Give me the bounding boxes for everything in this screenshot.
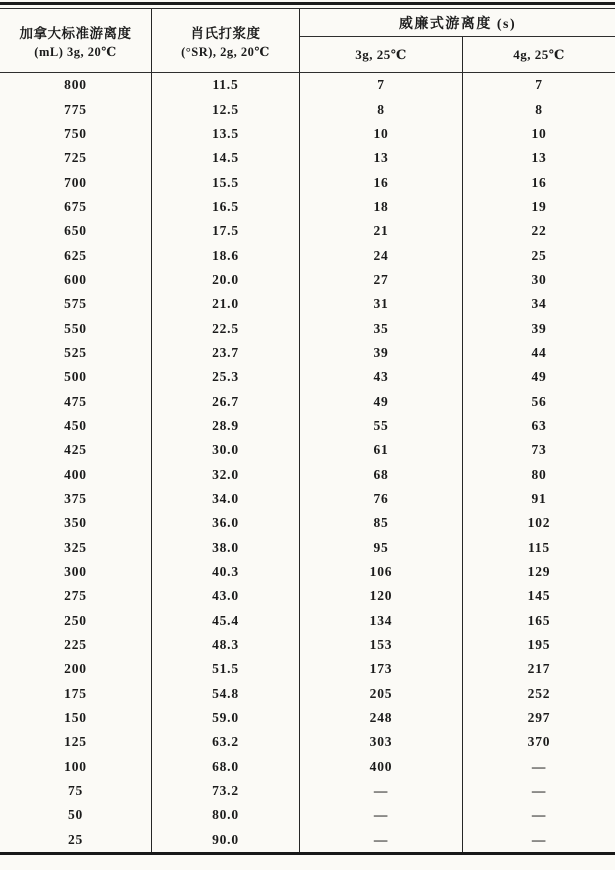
table-cell: 26.7 — [152, 389, 300, 413]
table-row — [0, 414, 615, 438]
table-cell: 120 — [300, 584, 463, 608]
table-row — [0, 584, 615, 608]
table-cell: 8 — [300, 97, 463, 121]
table-cell: 525 — [0, 341, 152, 365]
header-williams-3g: 3g, 25℃ — [300, 37, 463, 72]
table-row — [0, 243, 615, 267]
table-cell: 14.5 — [152, 146, 300, 170]
table-row — [0, 487, 615, 511]
header-williams-4g: 4g, 25℃ — [513, 46, 565, 62]
table-row — [0, 219, 615, 243]
table-cell: 16.5 — [152, 195, 300, 219]
table-cell: 134 — [300, 609, 463, 633]
table-cell: 150 — [0, 706, 152, 730]
table-cell: 250 — [0, 609, 152, 633]
table-cell: 775 — [0, 97, 152, 121]
table-cell: 85 — [300, 511, 463, 535]
table-row — [0, 511, 615, 535]
table-row — [0, 463, 615, 487]
table-cell: 200 — [0, 657, 152, 681]
table-header — [0, 9, 615, 72]
table-row — [0, 682, 615, 706]
header-csf-units: (mL) 3g, 20℃ — [34, 44, 117, 59]
header-csf-column — [0, 9, 152, 72]
table-cell: 195 — [527, 637, 551, 653]
table-cell: 27 — [300, 268, 463, 292]
table-cell: 8 — [535, 101, 543, 117]
header-williams-group — [300, 9, 615, 72]
table-cell: 300 — [0, 560, 152, 584]
table-cell: 13 — [300, 146, 463, 170]
table-cell: 13.5 — [152, 122, 300, 146]
table-cell: 15.5 — [152, 170, 300, 194]
table-cell: 102 — [527, 515, 551, 531]
table-cell: 625 — [0, 243, 152, 267]
table-cell: 68.0 — [152, 755, 300, 779]
header-csf-title: 加拿大标准游离度 — [19, 25, 132, 41]
table-row — [0, 560, 615, 584]
table-cell: 750 — [0, 122, 152, 146]
table-row — [0, 779, 615, 803]
table-cell: 370 — [527, 734, 551, 750]
table-cell: 650 — [0, 219, 152, 243]
table-row — [0, 803, 615, 827]
table-cell: 61 — [300, 438, 463, 462]
table-cell: 34 — [531, 296, 547, 312]
table-cell: 350 — [0, 511, 152, 535]
table-cell: 28.9 — [152, 414, 300, 438]
table-cell: 106 — [300, 560, 463, 584]
table-cell: 43 — [300, 365, 463, 389]
table-cell: 39 — [300, 341, 463, 365]
table-row — [0, 365, 615, 389]
table-cell: 40.3 — [152, 560, 300, 584]
header-williams-title: 威廉式游离度 (s) — [300, 9, 615, 37]
table-cell: — — [300, 803, 463, 827]
table-cell: 10 — [300, 122, 463, 146]
table-cell: 75 — [0, 779, 152, 803]
table-row — [0, 122, 615, 146]
table-cell: 55 — [300, 414, 463, 438]
table-row — [0, 268, 615, 292]
table-cell: 173 — [300, 657, 463, 681]
table-cell: 22 — [531, 223, 547, 239]
table-cell: 205 — [300, 682, 463, 706]
table-cell: 73.2 — [152, 779, 300, 803]
table-cell: 425 — [0, 438, 152, 462]
table-cell: 48.3 — [152, 633, 300, 657]
table-cell: 91 — [531, 491, 547, 507]
table-cell: 700 — [0, 170, 152, 194]
table-cell: 175 — [0, 682, 152, 706]
table-cell: 54.8 — [152, 682, 300, 706]
table-cell: 44 — [531, 344, 547, 360]
table-cell: — — [531, 807, 547, 823]
table-row — [0, 657, 615, 681]
table-row — [0, 195, 615, 219]
table-cell: 297 — [527, 710, 551, 726]
table-cell: 125 — [0, 730, 152, 754]
table-cell: 20.0 — [152, 268, 300, 292]
table-cell: 21 — [300, 219, 463, 243]
table-cell: 7 — [535, 77, 543, 93]
table-cell: — — [531, 758, 547, 774]
table-cell: 50 — [0, 803, 152, 827]
table-cell: 303 — [300, 730, 463, 754]
table-row — [0, 292, 615, 316]
table-cell: 95 — [300, 536, 463, 560]
table-cell: 145 — [527, 588, 551, 604]
table-cell: 30 — [531, 271, 547, 287]
table-cell: 16 — [531, 174, 547, 190]
table-cell: 400 — [0, 463, 152, 487]
table-cell: 19 — [531, 198, 547, 214]
table-cell: 76 — [300, 487, 463, 511]
table-cell: 68 — [300, 463, 463, 487]
table-cell: 36.0 — [152, 511, 300, 535]
table-cell: 21.0 — [152, 292, 300, 316]
table-row — [0, 730, 615, 754]
table-cell: 7 — [300, 73, 463, 97]
table-cell: 11.5 — [152, 73, 300, 97]
table-cell: — — [531, 783, 547, 799]
table-row — [0, 438, 615, 462]
table-cell: 18.6 — [152, 243, 300, 267]
table-cell: 17.5 — [152, 219, 300, 243]
table-cell: 450 — [0, 414, 152, 438]
table-cell: 800 — [0, 73, 152, 97]
table-row — [0, 609, 615, 633]
table-cell: 275 — [0, 584, 152, 608]
table-cell: 23.7 — [152, 341, 300, 365]
table-row — [0, 706, 615, 730]
table-cell: 45.4 — [152, 609, 300, 633]
table-cell: 34.0 — [152, 487, 300, 511]
table-cell: 38.0 — [152, 536, 300, 560]
table-row — [0, 146, 615, 170]
table-cell: 13 — [531, 150, 547, 166]
table-cell: 49 — [531, 369, 547, 385]
table-cell: 32.0 — [152, 463, 300, 487]
table-cell: 90.0 — [152, 828, 300, 852]
table-cell: 73 — [531, 442, 547, 458]
table-row — [0, 341, 615, 365]
table-cell: 24 — [300, 243, 463, 267]
table-cell: 129 — [527, 564, 551, 580]
table-cell: 475 — [0, 389, 152, 413]
table-cell: 35 — [300, 316, 463, 340]
table-cell: 49 — [300, 389, 463, 413]
table-bottom-border — [0, 852, 615, 855]
table-row — [0, 73, 615, 97]
table-row — [0, 389, 615, 413]
table-cell: 10 — [531, 125, 547, 141]
table-cell: 25 — [531, 247, 547, 263]
table-cell: 43.0 — [152, 584, 300, 608]
table-cell: 56 — [531, 393, 547, 409]
table-row — [0, 536, 615, 560]
table-cell: 375 — [0, 487, 152, 511]
table-cell: 63.2 — [152, 730, 300, 754]
table-row — [0, 316, 615, 340]
table-cell: 165 — [527, 612, 551, 628]
table-cell: 12.5 — [152, 97, 300, 121]
table-cell: 725 — [0, 146, 152, 170]
table-row — [0, 633, 615, 657]
table-cell: 22.5 — [152, 316, 300, 340]
table-cell: 80 — [531, 466, 547, 482]
table-row — [0, 828, 615, 852]
table-cell: 225 — [0, 633, 152, 657]
table-cell: 80.0 — [152, 803, 300, 827]
table-cell: — — [531, 831, 547, 847]
table-cell: — — [300, 828, 463, 852]
table-cell: 51.5 — [152, 657, 300, 681]
table-cell: 400 — [300, 755, 463, 779]
table-cell: 25.3 — [152, 365, 300, 389]
table-cell: 252 — [527, 685, 551, 701]
table-cell: 675 — [0, 195, 152, 219]
table-cell: 100 — [0, 755, 152, 779]
table-row — [0, 755, 615, 779]
table-cell: 59.0 — [152, 706, 300, 730]
table-cell: 39 — [531, 320, 547, 336]
table-row — [0, 170, 615, 194]
table-cell: 25 — [0, 828, 152, 852]
header-sr-column — [152, 9, 300, 72]
table-cell: 115 — [528, 539, 550, 555]
header-williams-subrow — [300, 37, 615, 72]
header-sr-units: (°SR), 2g, 20℃ — [181, 44, 270, 59]
header-sr-title: 肖氏打浆度 — [190, 25, 261, 41]
table-cell: 600 — [0, 268, 152, 292]
table-cell: 575 — [0, 292, 152, 316]
table-cell: 550 — [0, 316, 152, 340]
table-cell: 325 — [0, 536, 152, 560]
table-cell: 217 — [527, 661, 551, 677]
table-cell: 248 — [300, 706, 463, 730]
table-body — [0, 73, 615, 852]
table-top-border — [0, 2, 615, 9]
table-cell: 16 — [300, 170, 463, 194]
table-cell: 500 — [0, 365, 152, 389]
table-cell: 30.0 — [152, 438, 300, 462]
table-cell: 18 — [300, 195, 463, 219]
table-cell: 63 — [531, 417, 547, 433]
table-row — [0, 97, 615, 121]
table-cell: — — [300, 779, 463, 803]
table-cell: 153 — [300, 633, 463, 657]
table-cell: 31 — [300, 292, 463, 316]
